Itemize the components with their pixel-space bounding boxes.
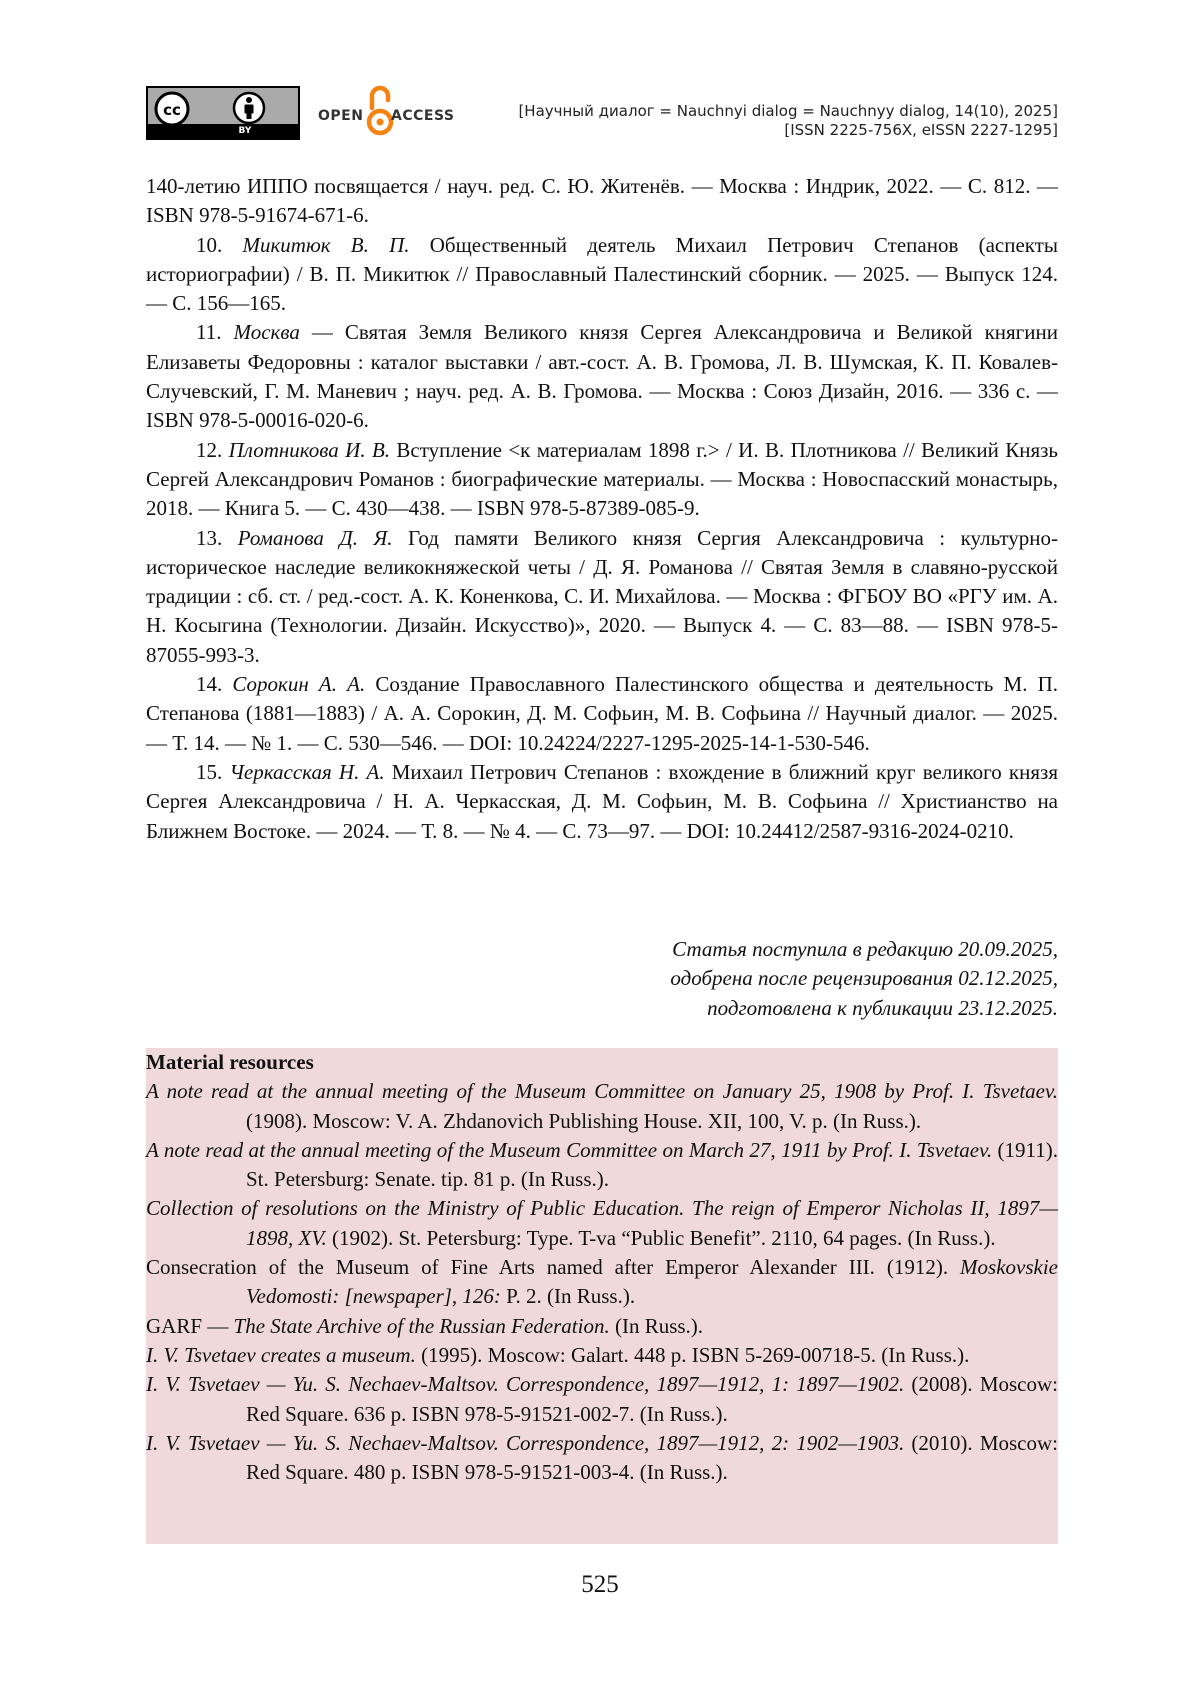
by-label: BY <box>238 126 252 136</box>
journal-line-2: [ISSN 2225-756X, eISSN 2227-1295] <box>784 121 1058 139</box>
reference-item <box>146 758 1058 846</box>
resource-pre: GARF — <box>146 1313 234 1338</box>
resource-details: (1908). Moscow: V. A. Zhdanovich Publishing House. XII, 100, V. p. (In Russ.). <box>246 1108 922 1133</box>
reference-item <box>146 524 1058 670</box>
material-resource-item <box>146 1136 1058 1195</box>
page-number: 525 <box>581 1571 619 1598</box>
open-access-lock-icon <box>366 84 394 140</box>
attribution-icon <box>232 91 266 125</box>
material-resources-title: Material resources <box>146 1050 314 1074</box>
reference-text: Вступление <к материалам 1898 г.> / И. В. Плотникова // Великий Князь Сергей Александрович Романов : биографические материалы. — Москва : Новоспасский монастырь, 2018. — Книга 5. — С. 430—438. — ISBN 978-5-87389-085-9. <box>146 437 1059 521</box>
reference-number: 14. <box>196 672 223 697</box>
reference-text: Михаил Петрович Степанов : вхождение в ближний круг великого князя Сергея Александровича / Н. А. Черкасская, Д. М. Софьин, М. В. Софьина // Христианство на Ближнем Востоке. — 2024. — Т. 8. — № 4. — С. 73—97. — DOI: 10.24412/2587-9316-2024-0210. <box>146 759 1058 843</box>
reference-text: Создание Православного Палестинского общества и деятельность М. П. Степанова (1881—1883) / А. А. Сорокин, Д. М. Софьин, М. В. Софьина // Научный диалог. — 2025. — Т. 14. — № 1. — С. 530—546. — DOI: 10.24224/2227-1295-2025-14-1-530-546. <box>146 672 1058 755</box>
journal-citation <box>518 102 1058 140</box>
material-resource-item <box>146 1194 1058 1253</box>
reference-author: Черкасская Н. А. <box>229 759 385 784</box>
cc-by-license-badge[interactable] <box>146 86 300 140</box>
article-dates <box>146 935 1058 1023</box>
material-resource-item <box>146 1370 1058 1429</box>
material-resource-item <box>146 1077 1058 1136</box>
creative-commons-icon <box>154 91 190 127</box>
reference-item <box>146 172 1058 231</box>
resource-title: A note read at the annual meeting of the Museum Committee on March 27, 1911 by Prof. I. Tsvetaev. <box>146 1137 993 1162</box>
reference-author: Романова Д. Я. <box>237 525 393 550</box>
prepared-date: подготовлена к публикации 23.12.2025. <box>707 995 1058 1020</box>
reference-item <box>146 318 1058 435</box>
reference-item <box>146 670 1058 758</box>
open-label: OPEN <box>318 108 364 124</box>
resource-title: The State Archive of the Russian Federation. <box>233 1313 610 1338</box>
reference-list <box>146 172 1058 846</box>
material-resource-item <box>146 1429 1058 1488</box>
resource-details: P. 2. (In Russ.). <box>500 1284 636 1309</box>
resource-title: Moskovskie Vedomosti: [newspaper], 126: <box>246 1255 1058 1309</box>
resource-details: (1911). St. Petersburg: Senate. tip. 81 p. (In Russ.). <box>246 1137 1058 1192</box>
resource-details: (2010). Moscow: Red Square. 480 p. ISBN 978-5-91521-003-4. (In Russ.). <box>246 1430 1058 1485</box>
reference-author: Плотникова И. В. <box>228 437 391 462</box>
resource-title: I. V. Tsvetaev — Yu. S. Nechaev-Maltsov. Correspondence, 1897—1912, 2: 1902—1903. <box>146 1430 905 1455</box>
resource-details: (In Russ.). <box>609 1313 704 1338</box>
journal-line-1: [Научный диалог = Nauchnyi dialog = Nauchnyy dialog, 14(10), 2025] <box>518 102 1058 120</box>
reference-number: 10. <box>196 232 223 257</box>
approved-date: одобрена после рецензирования 02.12.2025, <box>670 966 1058 991</box>
resource-details: (1902). St. Petersburg: Type. T-va “Public Benefit”. 2110, 64 pages. (In Russ.). <box>326 1225 996 1250</box>
received-date: Статья поступила в редакцию 20.09.2025, <box>672 937 1058 961</box>
resource-details: (1995). Moscow: Galart. 448 p. ISBN 5-269-00718-5. (In Russ.). <box>415 1342 970 1367</box>
reference-text: 140-летию ИППО посвящается / науч. ред. С. Ю. Житенёв. — Москва : Индрик, 2022. — С. 812. — ISBN 978-5-91674-671-6. <box>146 174 1058 228</box>
resource-title: I. V. Tsvetaev creates a museum. <box>146 1342 416 1367</box>
open-access-logo[interactable] <box>318 84 458 144</box>
reference-number: 13. <box>196 525 223 550</box>
cc-badge-strip <box>148 124 298 138</box>
resource-pre: Consecration of the Museum of Fine Arts named after Emperor Alexander III. (1912). <box>146 1255 961 1280</box>
reference-text: Год памяти Великого князя Сергия Александровича : культурно-историческое наследие великокняжеской четы / Д. Я. Романова // Святая Земля в славяно-русской традиции : сб. ст. / ред.-сост. А. К. Коненкова, С. И. Михайлова. — Москва : ФГБОУ ВО «РГУ им. А. Н. Косыгина (Технологии. Дизайн. Искусство)», 2020. — Выпуск 4. — С. 83—88. — ISBN 978-5-87055-993-3. <box>146 525 1058 667</box>
material-resources-section <box>146 1048 1058 1544</box>
reference-item <box>146 436 1058 524</box>
resource-title: A note read at the annual meeting of the Museum Committee on January 25, 1908 by Prof. I. Tsvetaev. <box>146 1079 1058 1104</box>
reference-author: Микитюк В. П. <box>242 232 410 257</box>
reference-number: 15. <box>196 759 223 784</box>
reference-text: Общественный деятель Михаил Петрович Степанов (аспекты историографии) / В. П. Микитюк // Православный Палестинский сборник. — 2025. — Выпуск 124. — С. 156—165. <box>146 232 1058 316</box>
resource-title: Collection of resolutions on the Ministry of Public Education. The reign of Emperor Nicholas II, 1897—1898, XV. <box>146 1196 1058 1250</box>
resource-title: I. V. Tsvetaev — Yu. S. Nechaev-Maltsov. Correspondence, 1897—1912, 1: 1897—1902. <box>146 1372 905 1397</box>
access-label: ACCESS <box>391 108 455 124</box>
material-resource-item <box>146 1341 1058 1370</box>
reference-text: — Святая Земля Великого князя Сергея Александровича и Великой княгини Елизаветы Федоровны : каталог выставки / авт.-сост. А. В. Громова, Л. В. Шумская, К. П. Ковалев-Случевский, Г. М. Маневич ; науч. ред. А. В. Громова. — Москва : Союз Дизайн, 2016. — 336 с. — ISBN 978-5-00016-020-6. <box>146 320 1059 433</box>
reference-author: Москва <box>233 320 300 345</box>
material-resource-item <box>146 1253 1058 1312</box>
reference-number: 12. <box>196 437 223 462</box>
reference-item <box>146 231 1058 319</box>
resource-details: (2008). Moscow: Red Square. 636 p. ISBN 978-5-91521-002-7. (In Russ.). <box>246 1372 1058 1426</box>
page-header <box>146 84 1058 144</box>
material-resource-item <box>146 1312 1058 1341</box>
reference-author: Сорокин А. А. <box>232 672 366 697</box>
reference-number: 11. <box>196 320 222 345</box>
cc-label: cc <box>163 101 181 119</box>
